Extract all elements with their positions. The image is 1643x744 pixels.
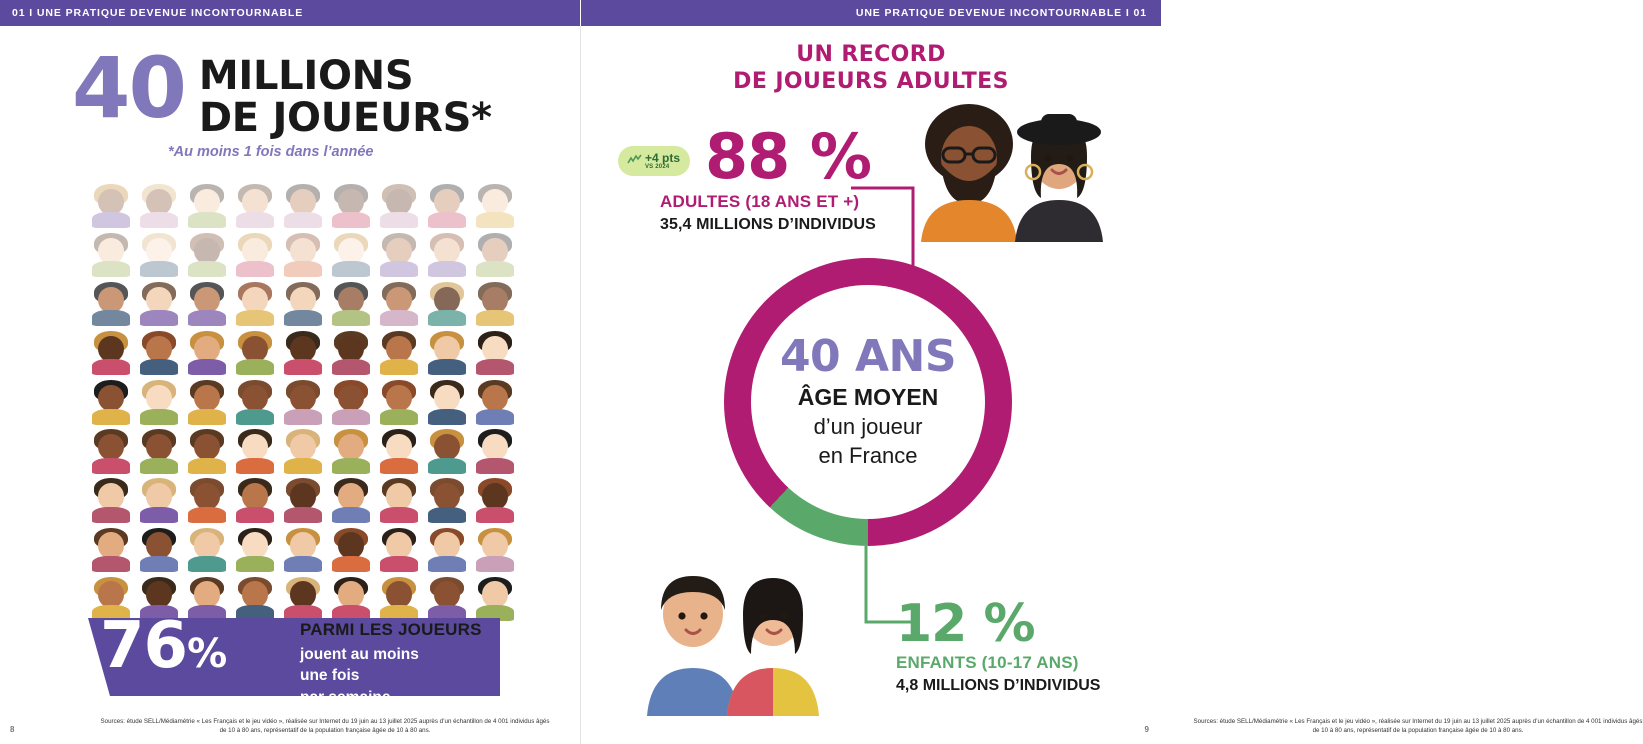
avatar-person [424, 279, 470, 326]
avatar-body [284, 359, 322, 375]
avatar-body [236, 261, 274, 277]
avatar-person [88, 181, 134, 228]
avatar-head [434, 581, 460, 607]
avatar-person [232, 377, 278, 424]
avatar-body [140, 261, 178, 277]
avatar-person [232, 181, 278, 228]
avatar-person [88, 377, 134, 424]
avatar-head [194, 189, 220, 215]
avatar-body [476, 359, 514, 375]
avatar-body [188, 507, 226, 523]
avatar-body [140, 212, 178, 228]
avatar-person [232, 476, 278, 523]
avatar-person [376, 377, 422, 424]
avatar-person [472, 476, 518, 523]
right-page-title [581, 42, 1161, 96]
avatar-head [434, 238, 460, 264]
avatar-person [232, 328, 278, 375]
avatar-person [328, 377, 374, 424]
avatar-person [136, 476, 182, 523]
avatar-head [290, 434, 316, 460]
avatar-person [328, 427, 374, 474]
avatar-head [290, 483, 316, 509]
avatar-head [98, 483, 124, 509]
avatar-head [146, 336, 172, 362]
avatar-person [88, 476, 134, 523]
avatar-head [242, 483, 268, 509]
avatar-person [88, 279, 134, 326]
avatar-body [92, 310, 130, 326]
avatar-body [332, 359, 370, 375]
avatar-person [472, 377, 518, 424]
avatar-person [136, 525, 182, 572]
donut-center-text [724, 258, 1012, 546]
avatar-body [476, 212, 514, 228]
avatar-head [290, 189, 316, 215]
avatar-head [338, 385, 364, 411]
left-page [0, 26, 580, 744]
avatar-person [280, 574, 326, 621]
avatar-person [328, 476, 374, 523]
adults-percent: 88 % [705, 120, 871, 193]
avatar-head [242, 385, 268, 411]
right-title-line-2: DE JOUEURS ADULTES [733, 68, 1009, 94]
avatar-person [376, 328, 422, 375]
avatar-person [424, 476, 470, 523]
avatar-head [194, 434, 220, 460]
avatar-body [332, 556, 370, 572]
avatar-body [188, 261, 226, 277]
avatar-head [146, 434, 172, 460]
avatar-head [482, 434, 508, 460]
avatar-body [428, 409, 466, 425]
avatar-body [380, 409, 418, 425]
avatar-head [146, 532, 172, 558]
average-age-value: 40 ANS [779, 331, 957, 383]
avatar-head [290, 238, 316, 264]
avatar-body [476, 261, 514, 277]
avatar-body [92, 359, 130, 375]
avatar-person [184, 279, 230, 326]
right-page-number: 9 [1144, 725, 1149, 734]
avatar-body [92, 458, 130, 474]
weekly-players-title: PARMI LES JOUEURS [300, 620, 482, 639]
avatar-body [284, 261, 322, 277]
trend-up-icon [628, 155, 642, 167]
avatar-person [184, 525, 230, 572]
avatar-person [280, 476, 326, 523]
avatar-body [476, 409, 514, 425]
right-page-sources: Sources: étude SELL/Médiamétrie « Les Français et le jeu vidéo », réalisée sur Internet du 19 juin au 13 juillet 2025 auprès d’un échantillon de 4 001 individus âgés de 10 à 80 ans, représentatif de la population française âgée de 10 à 80 ans. [1193, 718, 1643, 735]
avatar-body [476, 507, 514, 523]
avatar-person [376, 525, 422, 572]
avatar-head [434, 532, 460, 558]
avatar-body [332, 212, 370, 228]
avatar-head [98, 434, 124, 460]
avatar-person [136, 279, 182, 326]
avatar-person [328, 574, 374, 621]
avatar-person [328, 230, 374, 277]
avatar-head [386, 336, 412, 362]
children-illustration [623, 556, 841, 716]
headline-line-2: DE JOUEURS* [198, 94, 492, 141]
avatar-body [332, 409, 370, 425]
avatar-body [236, 507, 274, 523]
avatar-head [242, 434, 268, 460]
avatar-body [380, 212, 418, 228]
avatar-body [476, 310, 514, 326]
avatar-head [242, 189, 268, 215]
avatar-body [188, 556, 226, 572]
children-percent: 12 % [896, 594, 1035, 654]
avatar-body [380, 310, 418, 326]
avatar-person [376, 230, 422, 277]
avatar-person [376, 279, 422, 326]
avatar-head [146, 189, 172, 215]
avatar-person [136, 328, 182, 375]
average-age-desc-1: d’un joueur [813, 413, 923, 439]
avatar-body [140, 507, 178, 523]
avatar-body [428, 261, 466, 277]
avatar-body [428, 458, 466, 474]
avatar-body [428, 359, 466, 375]
avatar-head [290, 336, 316, 362]
avatar-person [280, 279, 326, 326]
avatar-body [476, 556, 514, 572]
children-label: ENFANTS (10-17 ANS) [896, 653, 1079, 672]
avatar-body [188, 359, 226, 375]
avatar-head [98, 581, 124, 607]
avatar-person [184, 377, 230, 424]
avatar-person [232, 427, 278, 474]
adults-count: 35,4 MILLIONS D’INDIVIDUS [660, 216, 876, 233]
avatar-person [88, 427, 134, 474]
headline-footnote: *Au moins 1 fois dans l’année [168, 144, 374, 160]
avatar-head [98, 336, 124, 362]
avatar-head [338, 336, 364, 362]
avatar-head [386, 483, 412, 509]
avatar-head [482, 581, 508, 607]
avatar-person [424, 574, 470, 621]
headline [72, 39, 492, 141]
avatar-head [482, 483, 508, 509]
weekly-players-line-3: par semaine [300, 688, 391, 706]
avatar-body [236, 310, 274, 326]
avatar-body [284, 212, 322, 228]
avatar-head [242, 287, 268, 313]
avatar-head [194, 238, 220, 264]
left-page-number: 8 [10, 725, 15, 734]
avatar-body [236, 212, 274, 228]
avatar-head [434, 385, 460, 411]
avatar-person [184, 328, 230, 375]
right-page [581, 26, 1643, 744]
avatar-person [232, 574, 278, 621]
avatar-head [338, 434, 364, 460]
avatar-head [434, 287, 460, 313]
avatar-person [280, 328, 326, 375]
avatar-body [428, 507, 466, 523]
age-donut-chart [724, 258, 1012, 546]
avatar-body [140, 310, 178, 326]
avatar-body [236, 556, 274, 572]
avatar-head [386, 532, 412, 558]
avatar-body [380, 507, 418, 523]
left-page-sources: Sources: étude SELL/Médiamétrie « Les Français et le jeu vidéo », réalisée sur Internet du 19 juin au 13 juillet 2025 auprès d’un échantillon de 4 001 individus âgés de 10 à 80 ans, représentatif de la population française âgée de 10 à 80 ans. [100, 718, 550, 735]
avatar-head [434, 483, 460, 509]
avatar-person [184, 427, 230, 474]
weekly-players-percent: 76% [100, 609, 227, 683]
avatar-person [376, 427, 422, 474]
weekly-players-line-2: une fois [300, 667, 360, 685]
trend-badge [618, 146, 690, 176]
avatar-person [472, 230, 518, 277]
avatar-head [482, 336, 508, 362]
avatar-body [380, 556, 418, 572]
avatar-body [140, 556, 178, 572]
avatar-person [424, 377, 470, 424]
avatar-person [280, 230, 326, 277]
avatar-head [386, 581, 412, 607]
avatar-head [338, 532, 364, 558]
avatar-head [194, 483, 220, 509]
avatar-head [386, 238, 412, 264]
avatar-head [290, 581, 316, 607]
avatar-head [242, 581, 268, 607]
avatar-head [146, 581, 172, 607]
avatar-person [88, 525, 134, 572]
avatar-head [386, 434, 412, 460]
avatar-person [328, 181, 374, 228]
avatar-person [280, 525, 326, 572]
avatar-person [280, 377, 326, 424]
avatar-body [92, 556, 130, 572]
avatar-head [338, 581, 364, 607]
avatar-head [242, 532, 268, 558]
avatar-head [146, 385, 172, 411]
avatar-head [146, 238, 172, 264]
avatar-person [424, 328, 470, 375]
avatar-body [188, 310, 226, 326]
avatar-body [188, 458, 226, 474]
page-header [0, 0, 1161, 26]
avatar-person [184, 476, 230, 523]
avatar-head [194, 336, 220, 362]
avatar-head [98, 189, 124, 215]
avatar-person [232, 230, 278, 277]
avatar-person [88, 230, 134, 277]
avatar-head [386, 189, 412, 215]
header-left-title: 01 I UNE PRATIQUE DEVENUE INCONTOURNABLE [0, 0, 580, 26]
avatar-person [136, 377, 182, 424]
weekly-players-description [300, 644, 419, 708]
avatar-person [376, 476, 422, 523]
avatar-head [290, 385, 316, 411]
avatar-person [328, 328, 374, 375]
avatar-head [98, 385, 124, 411]
avatar-person [424, 525, 470, 572]
avatar-body [140, 359, 178, 375]
avatar-head [482, 189, 508, 215]
avatar-body [332, 458, 370, 474]
avatar-head [194, 581, 220, 607]
avatar-grid [88, 181, 518, 621]
avatar-head [98, 287, 124, 313]
avatar-person [472, 328, 518, 375]
headline-words [198, 53, 492, 141]
avatar-body [332, 507, 370, 523]
avatar-head [290, 287, 316, 313]
avatar-person [328, 279, 374, 326]
avatar-head [386, 385, 412, 411]
avatar-body [188, 409, 226, 425]
avatar-head [146, 483, 172, 509]
avatar-body [428, 212, 466, 228]
avatar-head [482, 532, 508, 558]
children-count: 4,8 MILLIONS D’INDIVIDUS [896, 677, 1101, 694]
avatar-person [472, 574, 518, 621]
avatar-person [88, 328, 134, 375]
avatar-body [428, 556, 466, 572]
avatar-head [242, 336, 268, 362]
avatar-body [236, 359, 274, 375]
avatar-body [476, 458, 514, 474]
avatar-body [284, 458, 322, 474]
right-title-line-1: UN RECORD [796, 42, 946, 67]
avatar-body [92, 409, 130, 425]
avatar-head [434, 336, 460, 362]
avatar-body [332, 261, 370, 277]
avatar-person [472, 279, 518, 326]
avatar-body [284, 310, 322, 326]
avatar-person [136, 181, 182, 228]
avatar-body [380, 261, 418, 277]
average-age-desc-2: en France [818, 442, 918, 468]
avatar-person [328, 525, 374, 572]
avatar-person [376, 574, 422, 621]
header-right-title: UNE PRATIQUE DEVENUE INCONTOURNABLE I 01 [581, 0, 1161, 26]
avatar-person [232, 279, 278, 326]
avatar-body [188, 212, 226, 228]
avatar-body [236, 409, 274, 425]
avatar-head [434, 434, 460, 460]
avatar-person [472, 525, 518, 572]
avatar-body [236, 458, 274, 474]
avatar-person [424, 427, 470, 474]
avatar-person [136, 427, 182, 474]
avatar-head [290, 532, 316, 558]
avatar-person [280, 181, 326, 228]
avatar-head [482, 385, 508, 411]
avatar-body [92, 212, 130, 228]
avatar-head [194, 532, 220, 558]
avatar-person [184, 230, 230, 277]
avatar-person [376, 181, 422, 228]
avatar-body [92, 507, 130, 523]
avatar-body [140, 409, 178, 425]
avatar-head [338, 483, 364, 509]
avatar-person [136, 230, 182, 277]
avatar-body [380, 359, 418, 375]
avatar-head [482, 238, 508, 264]
avatar-body [332, 310, 370, 326]
avatar-head [434, 189, 460, 215]
avatar-person [472, 181, 518, 228]
avatar-person [424, 181, 470, 228]
trend-badge-value: +4 pts [644, 151, 680, 165]
headline-line-1: MILLIONS [198, 53, 414, 99]
trend-badge-period: VS 2024 [644, 164, 670, 170]
adults-label: ADULTES (18 ANS ET +) [660, 192, 860, 211]
avatar-head [98, 238, 124, 264]
avatar-person [472, 427, 518, 474]
avatar-body [428, 310, 466, 326]
avatar-head [194, 287, 220, 313]
headline-number: 40 [72, 39, 185, 137]
avatar-head [194, 385, 220, 411]
avatar-person [184, 181, 230, 228]
avatar-head [242, 238, 268, 264]
avatar-head [98, 532, 124, 558]
avatar-body [284, 507, 322, 523]
avatar-person [232, 525, 278, 572]
avatar-body [284, 556, 322, 572]
avatar-head [482, 287, 508, 313]
avatar-body [380, 458, 418, 474]
avatar-person [280, 427, 326, 474]
avatar-head [386, 287, 412, 313]
avatar-head [338, 189, 364, 215]
weekly-players-line-1: jouent au moins [300, 646, 419, 663]
avatar-head [338, 287, 364, 313]
avatar-body [284, 409, 322, 425]
average-age-label: ÂGE MOYEN [797, 384, 939, 411]
avatar-body [92, 261, 130, 277]
avatar-body [140, 458, 178, 474]
avatar-head [146, 287, 172, 313]
avatar-head [338, 238, 364, 264]
avatar-person [424, 230, 470, 277]
